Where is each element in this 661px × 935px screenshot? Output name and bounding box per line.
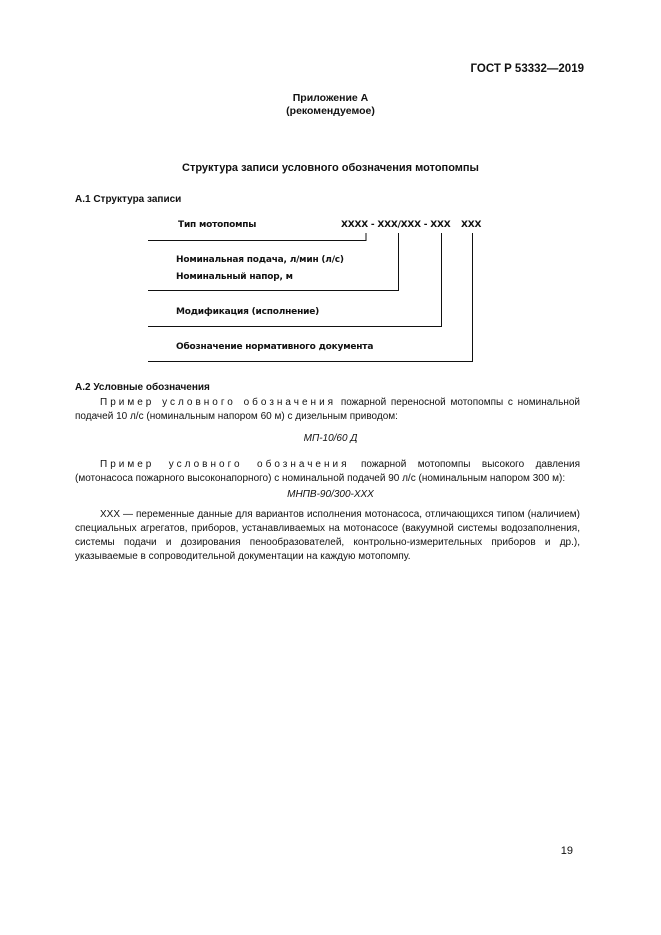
page-number: 19 bbox=[560, 845, 573, 857]
main-title: Структура записи условного обозначения мотопомпы bbox=[182, 162, 479, 174]
appendix-subtitle: (рекомендуемое) bbox=[286, 105, 375, 117]
section-a2-heading: А.2 Условные обозначения bbox=[75, 382, 210, 393]
appendix-title: Приложение А bbox=[292, 92, 369, 104]
example1-text: пожарной переносной мотопомпы с номинальной подачей 10 л/с (номинальным напором 60 м) с дизельным приводом: bbox=[75, 397, 581, 422]
section-a1-heading: А.1 Структура записи bbox=[75, 194, 182, 205]
note-paragraph bbox=[75, 508, 580, 564]
example1-formula: МП-10/60 Д bbox=[303, 433, 358, 444]
designation-code-extra: ХХХ bbox=[461, 220, 482, 230]
label-normative-document: Обозначение нормативного документа bbox=[176, 342, 374, 352]
example2-lead: Пример условного обозначения bbox=[100, 459, 350, 470]
example1-paragraph bbox=[75, 396, 580, 424]
example1-lead: Пример условного обозначения bbox=[100, 397, 337, 408]
example2-paragraph bbox=[75, 458, 580, 486]
example2-formula: МНПВ-90/300-ХХХ bbox=[287, 489, 374, 500]
label-modification: Модификация (исполнение) bbox=[176, 307, 320, 317]
note-text: ХХХ — переменные данные для вариантов исполнения мотонасоса, отличающихся типом (наличием) специальных агрегатов, приборов, устанавливаемых на мотонасосе (вакуумной системы водозаполнения, системы подачи и дозирования пенообразователей, контрольно-измерительных приборов и др.), указываемые в сопроводительной документации на каждую мотопомпу. bbox=[75, 509, 580, 562]
example2-text: пожарной мотопомпы высокого давления (мотонасоса пожарного высоконапорного) с номинальной подачей 90 л/с (номинальным напором 300 м): bbox=[75, 459, 580, 484]
label-nominal-pressure: Номинальный напор, м bbox=[176, 272, 293, 282]
label-nominal-flow: Номинальная подача, л/мин (л/с) bbox=[176, 255, 344, 265]
designation-code: ХХХХ - ХХХ/ХХХ - ХХХ bbox=[341, 220, 451, 230]
document-code: ГОСТ Р 53332—2019 bbox=[470, 63, 584, 75]
label-pump-type: Тип мотопомпы bbox=[178, 220, 257, 230]
